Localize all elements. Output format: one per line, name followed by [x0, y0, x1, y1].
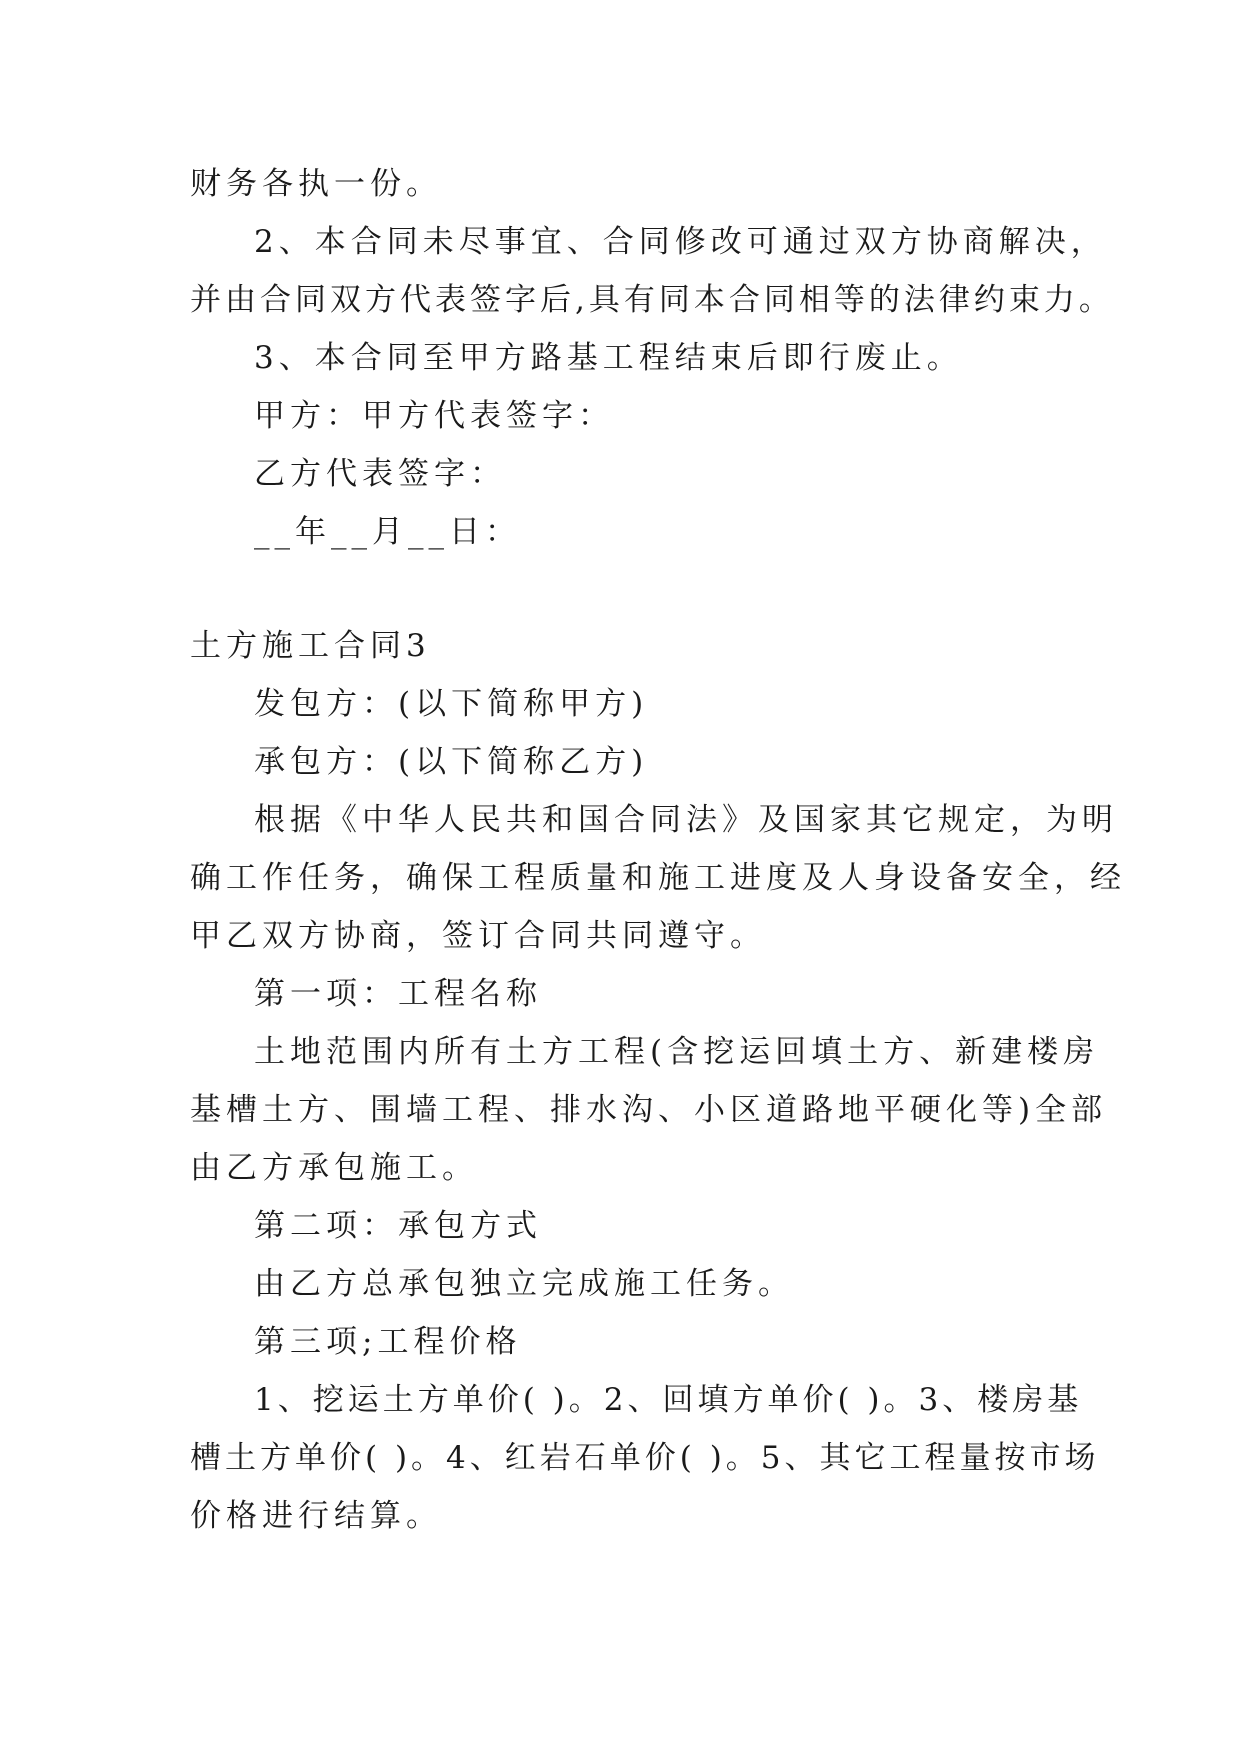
text-line: 根据《中华人民共和国合同法》及国家其它规定，为明	[254, 802, 1118, 838]
text-line: 3、本合同至甲方路基工程结束后即行废止。	[254, 340, 963, 376]
signature-line-party-a: 甲方：甲方代表签字：	[254, 398, 614, 434]
text-line: 财务各执一份。	[190, 166, 442, 202]
clause-heading: 第二项：承包方式	[254, 1208, 542, 1244]
text-line: 基槽土方、围墙工程、排水沟、小区道路地平硬化等)全部	[190, 1092, 1108, 1128]
text-line: 槽土方单价( )。4、红岩石单价( )。5、其它工程量按市场	[190, 1440, 1100, 1476]
clause-heading: 第三项;工程价格	[254, 1324, 522, 1360]
text-line: 价格进行结算。	[190, 1498, 442, 1534]
text-line: 发包方：(以下简称甲方)	[254, 686, 649, 722]
text-line: 1、挖运土方单价( )。2、回填方单价( )。3、楼房基	[254, 1382, 1083, 1418]
text-line: 并由合同双方代表签字后,具有同本合同相等的法律约束力。	[190, 282, 1114, 318]
date-line: __年__月__日：	[254, 514, 521, 550]
text-line: 由乙方总承包独立完成施工任务。	[254, 1266, 794, 1302]
text-line: 甲乙双方协商，签订合同共同遵守。	[190, 918, 766, 954]
clause-heading: 第一项：工程名称	[254, 976, 542, 1012]
text-line: 由乙方承包施工。	[190, 1150, 478, 1186]
text-line: 2、本合同未尽事宜、合同修改可通过双方协商解决，	[254, 224, 1107, 260]
signature-line-party-b: 乙方代表签字：	[254, 456, 506, 492]
text-line: 承包方：(以下简称乙方)	[254, 744, 649, 780]
text-line: 确工作任务，确保工程质量和施工进度及人身设备安全，经	[190, 860, 1126, 896]
text-line: 土地范围内所有土方工程(含挖运回填土方、新建楼房	[254, 1034, 1100, 1070]
section-title: 土方施工合同3	[190, 628, 431, 664]
